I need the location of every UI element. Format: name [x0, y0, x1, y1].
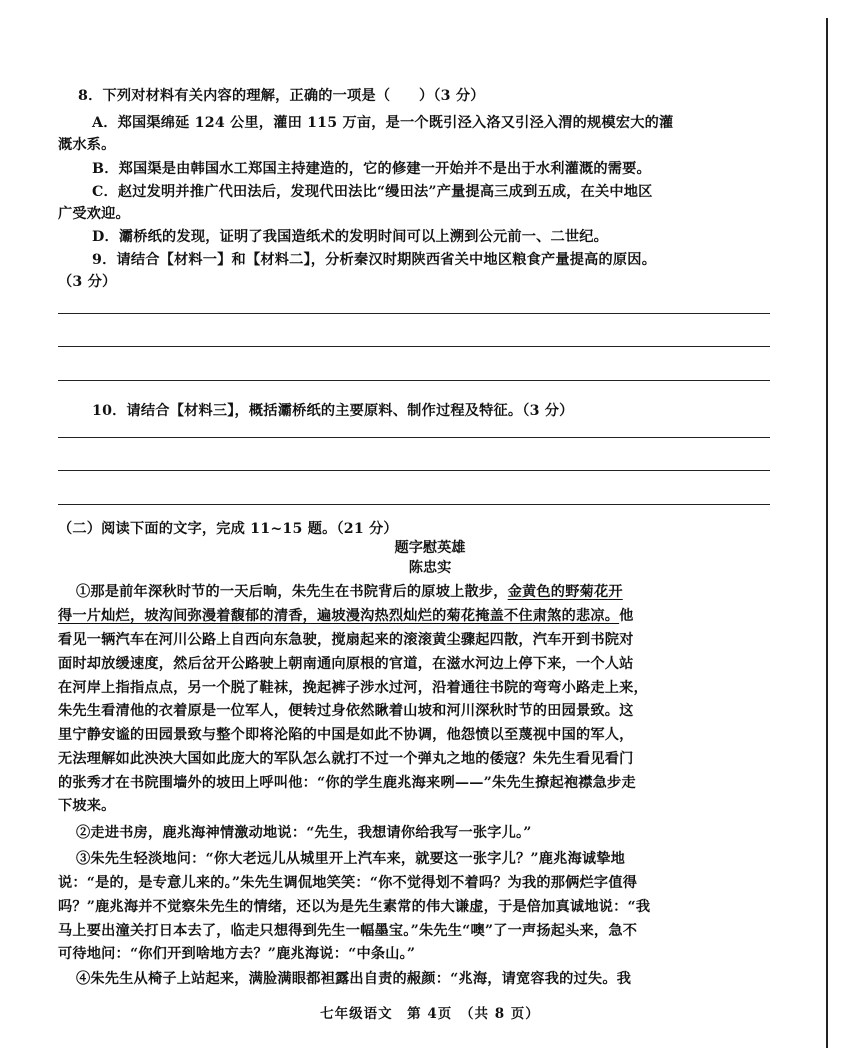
passage-author: 陈忠实 [408, 560, 452, 576]
passage-p1-line: 看见一辆汽车在河川公路上自西向东急驶，搅扇起来的滚滚黄尘骤起四散，汽车开到书院对 [58, 632, 634, 648]
answer-line [58, 437, 770, 438]
passage-p1-line: 在河岸上指指点点，另一个脱了鞋袜，挽起裤子涉水过河，沿着通往书院的弯弯小路走上来， [58, 680, 648, 696]
underlined-text: 得一片灿烂，坡沟间弥漫着馥郁的清香，遍坡漫沟热烈灿烂的菊花掩盖不住肃煞的悲凉。 [58, 608, 620, 624]
passage-p3-line: ③朱先生轻淡地问：“你大老远儿从城里开上汽车来，就要这一张字儿？”鹿兆海诚挚地 [76, 851, 626, 867]
passage-p3-line: 吗？”鹿兆海并不觉察朱先生的情绪，还以为是先生素常的伟大谦虚，于是倍加真诚地说：“我 [58, 899, 651, 915]
passage-p3-line: 可待地问：“你们开到啥地方去？”鹿兆海说：“中条山。” [58, 946, 416, 962]
passage-p1-line: 面时却放缓速度，然后岔开公路驶上朝南通向原根的官道，在滋水河边上停下来，一个人站 [58, 656, 634, 672]
passage-title: 题字慰英雄 [394, 540, 466, 556]
passage-p1-line [76, 581, 806, 603]
q8-option-b: B．郑国渠是由韩国水工郑国主持建造的，它的修建一开始并不是出于水利灌溉的需要。 [92, 161, 651, 177]
section2-heading: （二）阅读下面的文字，完成 11~15 题。（21 分） [58, 521, 398, 537]
passage-p2-line: ②走进书房，鹿兆海神情激动地说：“先生，我想请你给我写一张字儿。” [76, 825, 532, 841]
answer-line [58, 470, 770, 471]
q8-option-c: C．赵过发明并推广代田法后，发现代田法比“缦田法”产量提高三成到五成，在关中地区 [92, 184, 653, 200]
passage-text: 他 [619, 608, 634, 624]
passage-p1-line: 的张秀才在书院围墙外的坡田上呼叫他：“你的学生鹿兆海来咧——”朱先生撩起袍襟急步走 [58, 775, 636, 791]
passage-p3-line: 马上要出潼关打日本去了，临走只想得到先生一幅墨宝。”朱先生“噢”了一声扬起头来，急不 [58, 923, 638, 939]
underlined-text: 金黄色的野菊花开 [507, 584, 623, 600]
passage-p1-line: 无法理解如此泱泱大国如此庞大的军队怎么就打不过一个弹丸之地的倭寇？朱先生看见看门 [58, 751, 634, 767]
answer-line [58, 313, 770, 314]
q10-stem: 10．请结合【材料三】，概括灞桥纸的主要原料、制作过程及特征。（3 分） [92, 403, 574, 419]
q8-stem: 8．下列对材料有关内容的理解，正确的一项是（ ）（3 分） [78, 88, 485, 104]
passage-p3-line: 说：“是的，是专意儿来的。”朱先生调侃地笑笑：“你不觉得划不着吗？为我的那俩烂字值得 [58, 875, 638, 891]
passage-p1-line [58, 605, 788, 627]
answer-line [58, 380, 770, 381]
q8-option-a: A．郑国渠绵延 124 公里，灌田 115 万亩，是一个既引泾入洛又引泾入渭的规模宏大的灌 [92, 115, 674, 131]
answer-line [58, 504, 770, 505]
page-footer: 七年级语文 第 4页 （共 8 页） [320, 1006, 540, 1022]
page-edge-line [826, 18, 828, 1048]
passage-p1-line: 下坡来。 [58, 798, 116, 814]
passage-text: ①那是前年深秋时节的一天后晌，朱先生在书院背后的原坡上散步， [76, 584, 508, 600]
q8-option-d: D．灞桥纸的发现，证明了我国造纸术的发明时间可以上溯到公元前一、二世纪。 [92, 229, 609, 245]
passage-p1-line: 里宁静安谧的田园景致与整个即将沦陷的中国是如此不协调，他怨愤以至蔑视中国的军人， [58, 727, 634, 743]
passage-p1-line: 朱先生看清他的衣着原是一位军人，便转过身依然瞅着山坡和河川深秋时节的田园景致。这 [58, 703, 634, 719]
q8-option-c-cont: 广受欢迎。 [58, 206, 130, 222]
q9-stem: 9．请结合【材料一】和【材料二】，分析秦汉时期陕西省关中地区粮食产量提高的原因。 [92, 252, 657, 268]
q9-score: （3 分） [58, 274, 117, 290]
answer-line [58, 346, 770, 347]
q8-option-a-cont: 溉水系。 [58, 137, 116, 153]
passage-p4-line: ④朱先生从椅子上站起来，满脸满眼都袒露出自责的赧颜：“兆海，请宽容我的过失。我 [76, 971, 632, 987]
